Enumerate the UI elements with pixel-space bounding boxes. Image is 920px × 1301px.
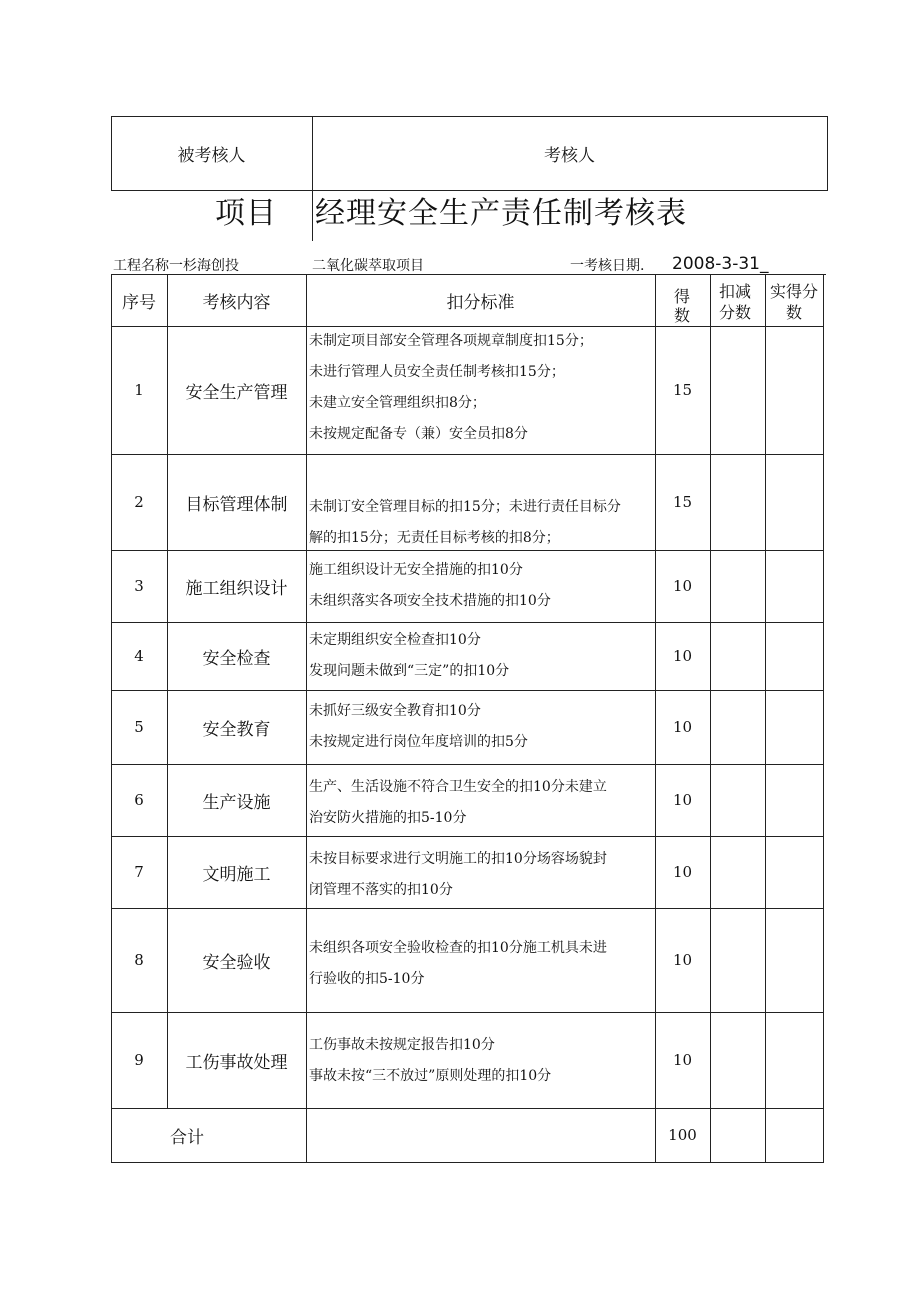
row-8-criteria <box>306 933 655 995</box>
criteria-line: 未制订安全管理目标的扣15分；未进行责任目标分 <box>309 499 621 515</box>
title-part1: 项目 <box>215 196 277 231</box>
row-2-criteria <box>306 492 655 554</box>
row-4-content: 安全检查 <box>202 648 271 669</box>
criteria-line: 未建立安全管理组织扣8分； <box>309 395 486 411</box>
row-9-score: 10 <box>672 1051 693 1069</box>
row-7-seq: 7 <box>134 863 144 881</box>
row-6-criteria <box>306 772 655 834</box>
row-8-score: 10 <box>672 951 693 969</box>
criteria-line: 未按规定配备专（兼）安全员扣8分 <box>309 426 528 442</box>
row-9-criteria <box>306 1030 655 1092</box>
criteria-line: 未进行管理人员安全责任制考核扣15分； <box>309 364 565 380</box>
criteria-line: 发现问题未做到“三定”的扣10分 <box>309 663 510 679</box>
row-4-score: 10 <box>672 647 693 665</box>
row-7-content: 文明施工 <box>202 864 271 885</box>
row-9-seq: 9 <box>134 1051 144 1069</box>
criteria-line: 施工组织设计无安全措施的扣10分 <box>309 562 523 578</box>
row-3-score: 10 <box>672 577 693 595</box>
row-6-content: 生产设施 <box>202 792 271 813</box>
row-4-criteria <box>306 625 655 687</box>
criteria-line: 行验收的扣5-10分 <box>309 971 425 987</box>
row-1-score: 15 <box>672 381 693 399</box>
criteria-line: 治安防火措施的扣5-10分 <box>309 810 467 826</box>
row-8-content: 安全验收 <box>202 952 271 973</box>
date-value: 2008-3-31_ <box>672 254 769 274</box>
criteria-line: 未按规定进行岗位年度培训的扣5分 <box>309 734 528 750</box>
criteria-line: 事故未按“三不放过”原则处理的扣10分 <box>309 1068 552 1084</box>
row-5-score: 10 <box>672 718 693 736</box>
project-name: 工程名称一杉海创投 <box>113 258 239 274</box>
header-actual: 实得分数 <box>769 282 818 322</box>
row-7-criteria <box>306 844 655 906</box>
criteria-line: 未制定项目部安全管理各项规章制度扣15分； <box>309 333 593 349</box>
header-seq: 序号 <box>122 292 156 313</box>
header-content: 考核内容 <box>202 292 271 313</box>
criteria-line: 未定期组织安全检查扣10分 <box>309 632 481 648</box>
row-7-score: 10 <box>672 863 693 881</box>
assessor-label: 考核人 <box>544 146 595 166</box>
row-3-content: 施工组织设计 <box>185 578 288 599</box>
row-2-content: 目标管理体制 <box>185 494 288 515</box>
row-3-criteria <box>306 555 655 617</box>
row-9-content: 工伤事故处理 <box>185 1052 288 1073</box>
criteria-line: 工伤事故未按规定报告扣10分 <box>309 1037 495 1053</box>
criteria-line: 未按目标要求进行文明施工的扣10分场容场貌封 <box>309 851 607 867</box>
date-label: 一考核日期. <box>570 258 645 274</box>
header-score: 得数 <box>673 287 690 325</box>
assessee-label: 被考核人 <box>177 146 246 166</box>
criteria-line: 解的扣15分；无责任目标考核的扣8分； <box>309 530 560 546</box>
row-6-score: 10 <box>672 791 693 809</box>
criteria-line: 生产、生活设施不符合卫生安全的扣10分未建立 <box>309 779 607 795</box>
row-5-seq: 5 <box>134 718 144 736</box>
row-1-content: 安全生产管理 <box>185 382 288 403</box>
row-1-criteria <box>306 326 655 450</box>
row-8-seq: 8 <box>134 951 144 969</box>
total-score: 100 <box>668 1126 697 1144</box>
criteria-line: 闭管理不落实的扣10分 <box>309 882 453 898</box>
page-title: 经理安全生产责任制考核表 <box>315 196 687 231</box>
criteria-line: 未抓好三级安全教育扣10分 <box>309 703 481 719</box>
total-label: 合计 <box>170 1127 204 1148</box>
criteria-line: 未组织各项安全验收检查的扣10分施工机具未进 <box>309 940 607 956</box>
row-2-seq: 2 <box>134 493 144 511</box>
row-3-seq: 3 <box>134 577 144 595</box>
row-6-seq: 6 <box>134 791 144 809</box>
project-name-2: 二氧化碳萃取项目 <box>312 258 424 274</box>
criteria-line: 未组织落实各项安全技术措施的扣10分 <box>309 593 551 609</box>
row-1-seq: 1 <box>134 381 144 399</box>
row-2-score: 15 <box>672 493 693 511</box>
header-deduct: 扣减分数 <box>718 282 751 322</box>
header-criteria: 扣分标准 <box>446 292 515 313</box>
row-5-content: 安全教育 <box>202 719 271 740</box>
row-4-seq: 4 <box>134 647 144 665</box>
row-5-criteria <box>306 696 655 758</box>
